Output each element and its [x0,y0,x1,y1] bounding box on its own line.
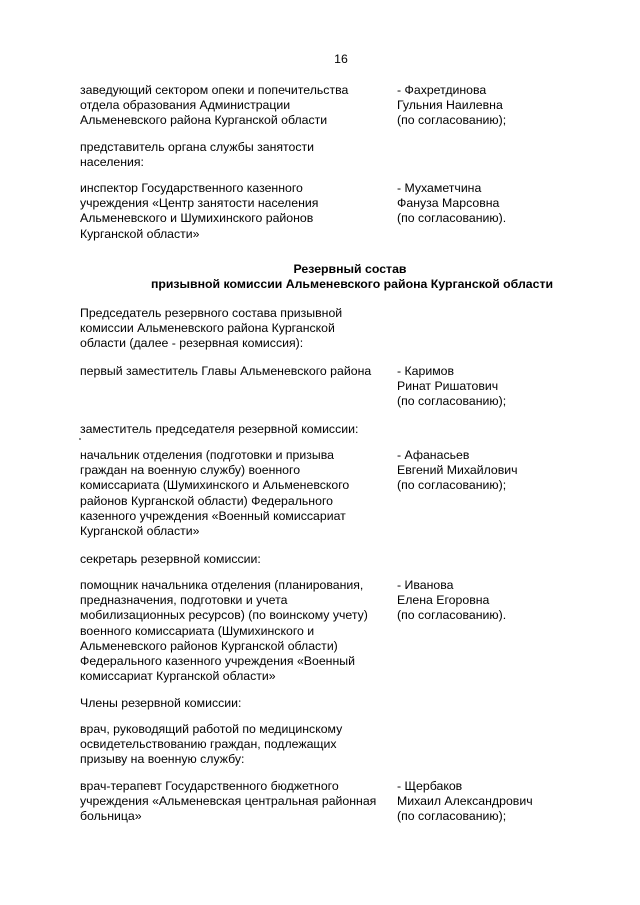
section-heading [80,262,560,292]
section-label: секретарь резервной комиссии: [80,552,261,566]
section-label: представитель органа службы занятости населения: [80,140,315,170]
person-name: - Щербаков Михаил Александрович (по согласованию); [397,779,533,824]
position-text: врач-терапевт Государственного бюджетного учреждения «Альменевская центральная районная больница» [80,779,377,824]
person-name: - Фахретдинова Гульния Наилевна (по согласованию); [397,83,507,128]
person-name: - Каримов Ринат Ришатович (по согласованию); [397,364,507,409]
position-text: заведующий сектором опеки и попечительства отдела образования Администрации Альменевского района Курганской области [80,83,349,128]
list-item [80,364,560,412]
heading-line-1: Резервный состав [293,262,407,276]
section-label: заместитель председателя резервной комиссии: [80,422,359,436]
list-item [80,722,560,770]
person-name: - Мухаметчина Фануза Марсовна (по согласованию). [397,181,507,226]
person-name: - Иванова Елена Егоровна (по согласованию). [397,578,507,623]
list-item [80,181,560,245]
person-name: - Афанасьев Евгений Михайлович (по согласованию); [397,448,518,493]
section-label: Председатель резервного состава призывной комиссии Альменевского района Курганской области (далее - резервная комиссия): [80,306,343,351]
list-item [80,696,560,712]
list-item [80,552,560,568]
position-text: первый заместитель Главы Альменевского района [80,364,372,378]
page-number: 16 [334,52,348,66]
section-label: Члены резервной комиссии: [80,696,242,710]
position-text: инспектор Государственного казенного учреждения «Центр занятости населения Альменевского и Шумихинского районов Курганской области» [80,181,319,241]
list-item [80,306,560,354]
list-item [80,448,560,544]
list-item [80,83,560,131]
list-item [80,140,560,172]
heading-line-2: призывной комиссии Альменевского района Курганской области [150,277,554,292]
position-text: помощник начальника отделения (планирования, предназначения, подготовки и учета мобилизационных ресурсов) (по воинскому учету) военного комиссариата (Шумихинского и Альменевского районов Курганской области) Федерального казенного учреждения «Военный комиссариат Курганской области» [80,578,368,684]
stray-mark [79,438,81,440]
list-item [80,578,560,690]
list-item [80,779,560,827]
position-text: начальник отделения (подготовки и призыва граждан на военную службу) военного комиссариата (Шумихинского и Альменевского районов Курганской области) Федерального казенного учреждения «Военный комиссариат Курганской области» [80,448,350,539]
section-label: врач, руководящий работой по медицинскому освидетельствованию граждан, подлежащих призыву на военную службу: [80,722,343,767]
list-item [80,422,560,438]
